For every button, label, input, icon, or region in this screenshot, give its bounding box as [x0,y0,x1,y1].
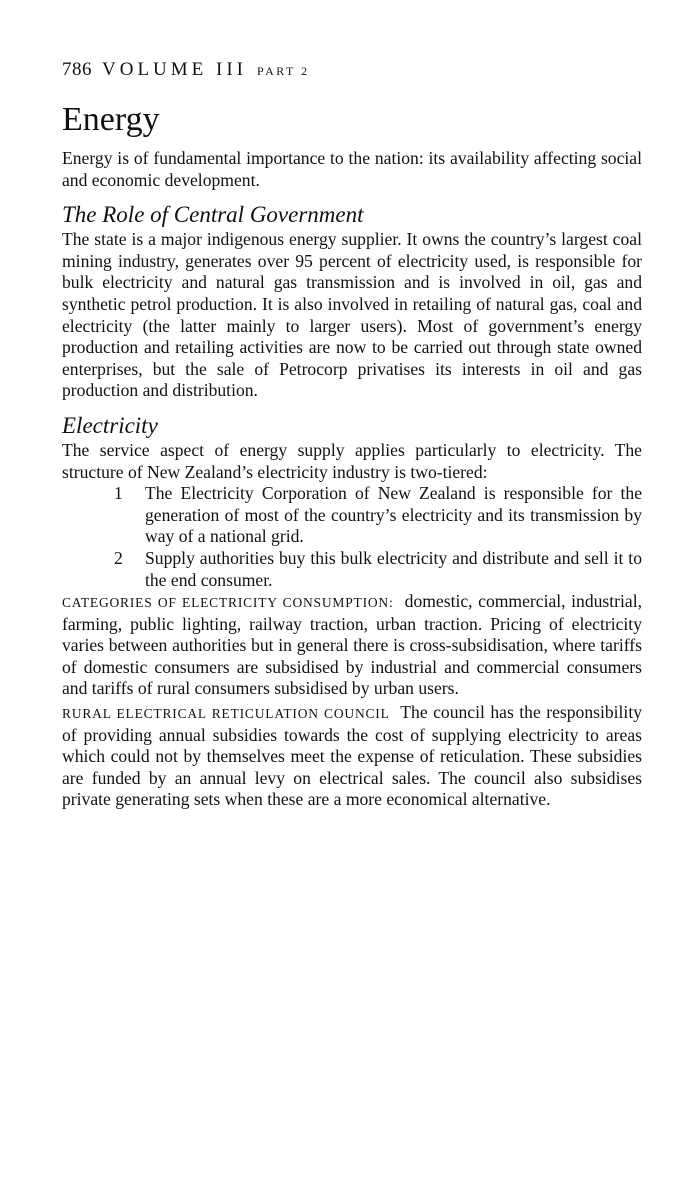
rural-council-paragraph [62,702,642,811]
consumption-categories-label: CATEGORIES OF ELECTRICITY CONSUMPTION: [62,595,394,611]
list-item [62,483,642,548]
consumption-categories-paragraph [62,591,642,700]
list-item-number: 1 [114,483,123,504]
volume-label: VOLUME III [102,59,248,80]
intro-paragraph: Energy is of fundamental importance to the nation: its availability affecting social and economic development. [62,148,642,190]
page-title: Energy [62,101,160,138]
list-item-number: 2 [114,547,123,568]
section-heading-central-government: The Role of Central Government [62,202,364,228]
running-head [62,58,642,84]
rural-council-label: RURAL ELECTRICAL RETICULATION COUNCIL [62,706,390,722]
list-item-text: Supply authorities buy this bulk electricity and distribute and sell it to the end consumer. [145,547,642,590]
page-number: 786 [62,59,92,80]
list-item [62,548,642,591]
part-label: PART 2 [257,64,310,78]
rural-council-text: The council has the responsibility of providing annual subsidies towards the cost of supplying electricity to areas which could not by themselves meet the expense of reticulation. These subsidies are funded by an annual levy on electrical sales. The council also subsidises private generating sets when these are a more economical alternative. [62,702,643,810]
page [62,58,642,811]
list-item-text: The Electricity Corporation of New Zealand is responsible for the generation of most of the country’s electricity and its transmission by way of a national grid. [145,483,642,547]
consumption-categories-text: domestic, commercial, industrial, farming, public lighting, railway traction, urban traction. Pricing of electricity varies between authorities but in general there is cross-subsidisation, where tariffs of domestic consumers are subsidised by industrial and commercial consumers and tariffs of rural consumers subsidised by urban users. [62,591,642,699]
electricity-paragraph: The service aspect of energy supply applies particularly to electricity. The structure of New Zealand’s electricity industry is two-tiered: [62,439,642,482]
central-government-paragraph: The state is a major indigenous energy supplier. It owns the country’s largest coal mining industry, generates over 95 percent of electricity used, is responsible for bulk electricity and natural gas transmission and is involved in oil, gas and synthetic petrol production. It is also involved in retailing of natural gas, coal and electricity (the latter mainly to larger users). Most of government’s energy production and retailing activities are now to be carried out through state owned enterprises, but the sale of Petrocorp privatises its interests in oil and gas production and distribution. [62,229,642,401]
industry-structure-list [62,483,642,591]
section-heading-electricity: Electricity [62,412,158,438]
